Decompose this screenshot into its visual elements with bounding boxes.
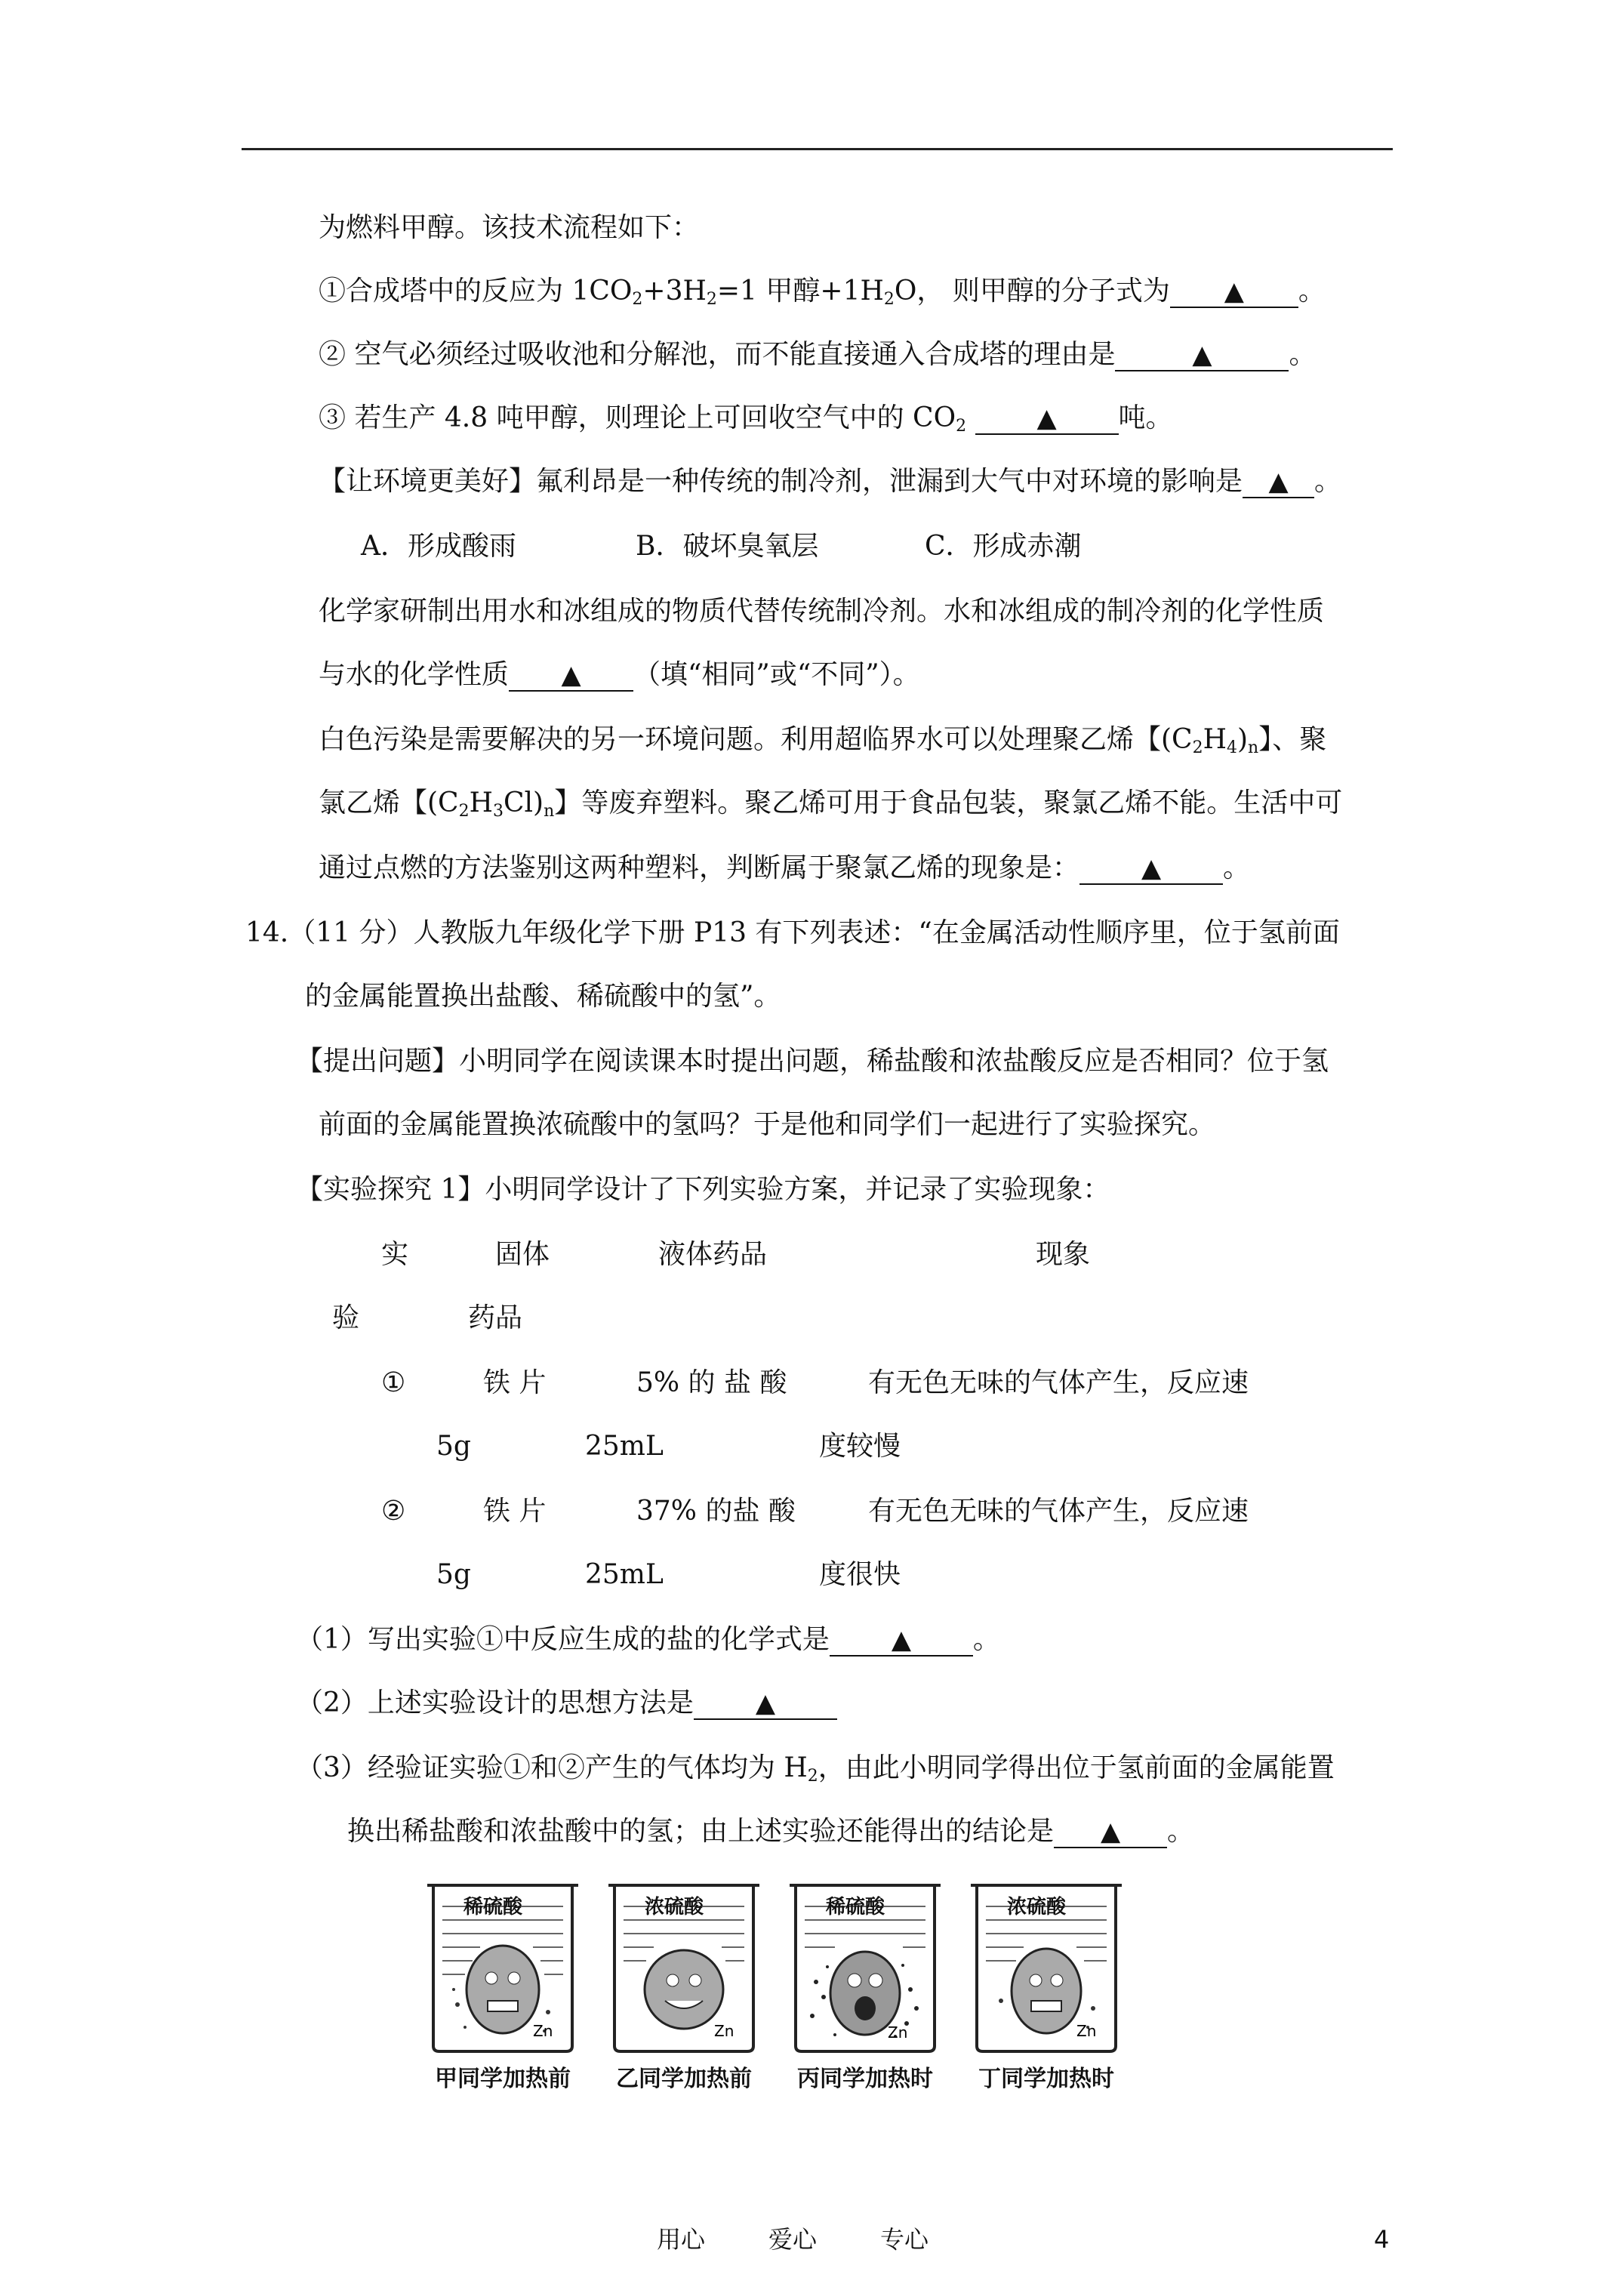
answer-blank[interactable]: ▲ — [975, 403, 1119, 435]
footer-motto-2: 爱心 — [768, 2225, 818, 2254]
zn-label: Zn — [888, 2023, 908, 2042]
table-row-observation: 有无色无味的气体产生，反应速 — [868, 1496, 1249, 1527]
zn-label: Zn — [714, 2022, 735, 2040]
q13-env-question: 【让环境更美好】氟利昂是一种传统的制冷剂，泄漏到大气中对环境的影响是 ▲ 。 — [319, 466, 1342, 497]
q13-subq1: ①合成塔中的反应为 $1CO_2+3H_2=1$ 甲醇$+1H_2O$， 则甲醇的分子式为 ▲ 。 — [319, 276, 1326, 309]
table-header-solid-2: 药品 — [468, 1302, 523, 1333]
table-header-liquid: 液体药品 — [658, 1239, 768, 1270]
q14-intro-line2: 的金属能置换出盐酸、稀硫酸中的氢”。 — [305, 981, 781, 1012]
q14-ask-line2: 前面的金属能置换浓硫酸中的氢吗？于是他和同学们一起进行了实验探究。 — [319, 1109, 1216, 1140]
q14-subq3-line2: 换出稀盐酸和浓盐酸中的氢；由上述实验还能得出的结论是 ▲ 。 — [347, 1816, 1195, 1847]
table-row-no: ① — [381, 1367, 406, 1398]
answer-blank[interactable]: ▲ — [1243, 467, 1314, 498]
answer-blank[interactable]: ▲ — [694, 1688, 837, 1720]
table-row-liquid-volume: 25mL — [585, 1431, 664, 1462]
option-c: C．形成赤潮 — [925, 531, 1082, 562]
table-row-solid-mass: 5g — [436, 1431, 471, 1462]
table-row-solid: 铁 片 — [483, 1367, 547, 1398]
q13-subq2: ② 空气必须经过吸收池和分解池，而不能直接通入合成塔的理由是 ▲ 。 — [319, 339, 1317, 370]
acid-label: 浓硫酸 — [645, 1896, 704, 1918]
table-header-observation: 现象 — [1036, 1239, 1091, 1270]
footer-motto-1: 用心 — [657, 2225, 706, 2254]
answer-blank[interactable]: ▲ — [830, 1625, 973, 1657]
q13-line0: 为燃料甲醇。该技术流程如下： — [319, 212, 700, 243]
table-header-no: 实 — [381, 1239, 409, 1270]
table-header-no-2: 验 — [332, 1302, 360, 1333]
q14-ask-line1: 【提出问题】小明同学在阅读课本时提出问题，稀盐酸和浓盐酸反应是否相同？位于氢 — [296, 1046, 1329, 1077]
answer-blank[interactable]: ▲ — [1170, 276, 1298, 308]
zn-label: Zn — [533, 2022, 553, 2040]
zn-label: Zn — [1076, 2022, 1097, 2040]
beaker-caption: 甲同学加热前 — [435, 2066, 571, 2092]
table-row-solid-mass: 5g — [436, 1559, 471, 1590]
footer-motto-3: 专心 — [880, 2225, 929, 2254]
table-row-no: ② — [381, 1496, 406, 1527]
table-row-liquid: 37% 的盐 酸 — [636, 1496, 796, 1527]
answer-blank[interactable]: ▲ — [1115, 340, 1289, 371]
answer-blank[interactable]: ▲ — [509, 660, 633, 692]
q14-exp1: 【实验探究 1】小明同学设计了下列实验方案，并记录了实验现象： — [296, 1174, 1110, 1205]
acid-label: 稀硫酸 — [463, 1896, 523, 1918]
table-row-liquid: 5% 的 盐 酸 — [636, 1367, 787, 1398]
table-row-solid: 铁 片 — [483, 1496, 547, 1527]
q14-intro-line1: 14.（11 分）人教版九年级化学下册 P13 有下列表述：“在金属活动性顺序里，位于氢前面 — [245, 917, 1340, 948]
q13-subq3: ③ 若生产 4.8 吨甲醇，则理论上可回收空气中的 $CO_2$ ▲ 吨。 — [319, 402, 1173, 436]
option-a: A．形成酸雨 — [361, 531, 516, 562]
q14-subq1: （1）写出实验①中反应生成的盐的化学式是 ▲ 。 — [296, 1624, 1000, 1655]
answer-blank[interactable]: ▲ — [1054, 1817, 1167, 1848]
answer-blank[interactable]: ▲ — [1079, 853, 1223, 885]
q13-ice-line2: 与水的化学性质 ▲ （填“相同”或“不同”）。 — [319, 659, 920, 690]
q14-subq3-line1: （3）经验证实验①和②产生的气体均为 $H_2$，由此小明同学得出位于氢前面的金属能置 — [296, 1752, 1335, 1786]
table-row-observation-2: 度较慢 — [819, 1431, 901, 1462]
acid-label: 稀硫酸 — [826, 1896, 885, 1918]
table-header-solid: 固体 — [495, 1239, 550, 1270]
q13-white-line2: 氯乙烯【$(C_2H_3Cl)_n$】等废弃塑料。聚乙烯可用于食品包装，聚氯乙烯不能。生活中可 — [319, 787, 1343, 821]
beaker-caption: 乙同学加热前 — [616, 2066, 752, 2092]
page-number: 4 — [1374, 2225, 1390, 2254]
beaker-caption: 丙同学加热时 — [797, 2066, 933, 2092]
table-row-observation: 有无色无味的气体产生，反应速 — [868, 1367, 1249, 1398]
beaker-caption: 丁同学加热时 — [978, 2066, 1114, 2092]
table-row-liquid-volume: 25mL — [585, 1559, 664, 1590]
q13-ice-line1: 化学家研制出用水和冰组成的物质代替传统制冷剂。水和冰组成的制冷剂的化学性质 — [319, 596, 1325, 627]
table-row-observation-2: 度很快 — [819, 1559, 901, 1590]
q13-white-line1: 白色污染是需要解决的另一环境问题。利用超临界水可以处理聚乙烯【$(C_2H_4)_n$】、聚 — [319, 724, 1327, 757]
acid-label: 浓硫酸 — [1007, 1896, 1067, 1918]
header-rule — [242, 148, 1393, 150]
q13-white-line3: 通过点燃的方法鉴别这两种塑料，判断属于聚氯乙烯的现象是： ▲ 。 — [319, 852, 1251, 883]
option-b: B．破坏臭氧层 — [636, 531, 819, 562]
q14-subq2: （2）上述实验设计的思想方法是 ▲ — [296, 1687, 837, 1720]
